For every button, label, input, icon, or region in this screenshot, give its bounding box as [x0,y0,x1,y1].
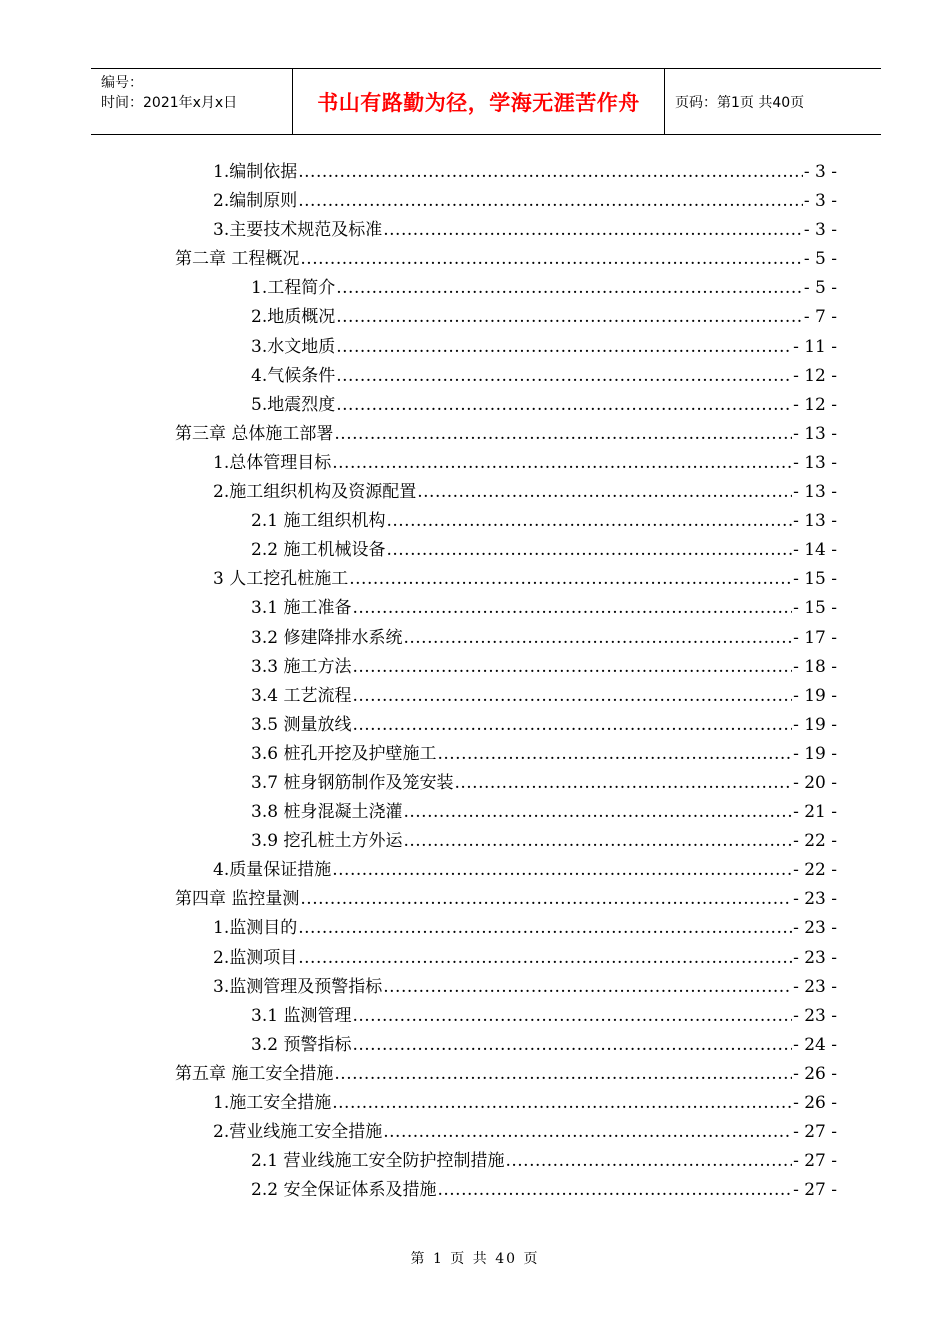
toc-entry-title: 1.施工安全措施 [213,1093,332,1113]
toc-entry-title: 2.监测项目 [213,947,298,968]
header-motto: 书山有路勤为径，学海无涯苦作舟 [292,69,665,134]
toc-entry-title: 2.2 安全保证体系及措施 [251,1180,437,1201]
toc-entry[interactable] [0,565,837,594]
toc-entry[interactable] [0,1147,837,1176]
toc-entry-title: 2.2 施工机械设备 [251,540,386,561]
toc-dot-leader [349,565,792,594]
toc-dot-leader [334,1060,792,1089]
toc-dot-leader [332,856,792,885]
toc-dot-leader [383,973,792,1002]
toc-entry-title: 3.9 挖孔桩土方外运 [251,831,403,852]
toc-dot-leader [403,798,792,827]
toc-dot-leader [403,624,792,653]
toc-entry-page: - 12 - [793,365,837,386]
toc-entry[interactable] [0,478,837,507]
toc-entry-title: 3 人工挖孔桩施工 [213,569,349,590]
toc-dot-leader [505,1147,792,1176]
toc-entry-page: - 23 - [793,1005,837,1026]
header-meta [91,69,292,134]
toc-entry-title: 2.营业线施工安全措施 [213,1122,383,1143]
toc-entry-title: 3.3 施工方法 [251,656,352,677]
toc-dot-leader [298,187,803,216]
toc-entry-page: - 26 - [793,1063,837,1084]
toc-entry-title: 3.2 修建降排水系统 [251,627,403,648]
footer-page-number: 第 1 页 共 40 页 [410,1251,540,1267]
toc-entry-page: - 15 - [793,598,837,619]
toc-dot-leader [300,245,802,274]
page-footer [0,1248,950,1268]
toc-entry-title: 2.1 施工组织机构 [251,511,386,532]
toc-entry-title: 3.2 预警指标 [251,1034,352,1055]
toc-entry-title: 3.1 施工准备 [251,598,352,619]
toc-entry[interactable] [0,682,837,711]
toc-entry-page: - 21 - [793,802,837,823]
toc-dot-leader [383,1118,792,1147]
toc-entry-page: - 19 - [793,714,837,735]
toc-dot-leader [403,827,792,856]
toc-entry[interactable] [0,769,837,798]
toc-entry-title: 第三章 总体施工部署 [175,423,334,444]
page-header [91,68,881,135]
toc-entry-title: 2.施工组织机构及资源配置 [213,482,417,503]
toc-entry-page: - 22 - [793,860,837,881]
header-number-label: 编号： [101,75,143,91]
toc-entry-title: 3.5 测量放线 [251,714,352,735]
toc-dot-leader [352,594,792,623]
toc-entry[interactable] [0,303,837,332]
toc-entry[interactable] [0,362,837,391]
toc-entry-page: - 13 - [793,452,837,473]
toc-dot-leader [352,1002,792,1031]
toc-entry-page: - 20 - [793,772,837,793]
toc-dot-leader [336,391,792,420]
toc-dot-leader [383,216,803,245]
toc-dot-leader [336,333,792,362]
toc-entry[interactable] [0,944,837,973]
toc-dot-leader [298,944,792,973]
toc-entry-title: 第四章 监控量测 [175,889,300,910]
toc-entry-page: - 27 - [793,1180,837,1201]
toc-dot-leader [332,449,792,478]
toc-entry[interactable] [0,711,837,740]
toc-dot-leader [336,303,803,332]
toc-entry-title: 1.工程简介 [251,278,336,299]
toc-entry-title: 1.监测目的 [213,918,298,939]
toc-entry[interactable] [0,391,837,420]
toc-entry-title: 3.1 监测管理 [251,1005,352,1026]
toc-entry[interactable] [0,594,837,623]
toc-entry[interactable] [0,1002,837,1031]
toc-entry[interactable] [0,449,837,478]
toc-entry-page: - 26 - [793,1093,837,1113]
toc-entry[interactable] [0,1060,837,1089]
toc-entry-page: - 7 - [803,307,837,328]
toc-entry[interactable] [0,914,837,943]
toc-entry[interactable] [0,216,837,245]
toc-entry[interactable] [0,973,837,1002]
toc-entry-title: 3.水文地质 [251,336,336,357]
toc-entry-page: - 24 - [793,1034,837,1055]
toc-entry-page: - 5 - [803,278,837,299]
toc-entry[interactable] [0,274,837,303]
toc-entry-page: - 23 - [793,947,837,968]
toc-entry-page: - 12 - [793,394,837,415]
toc-entry-title: 1.编制依据 [213,162,298,182]
toc-dot-leader [336,274,803,303]
toc-dot-leader [332,1089,792,1118]
toc-entry-page: - 27 - [793,1151,837,1172]
toc-entry-title: 3.7 桩身钢筋制作及笼安装 [251,772,454,793]
toc-entry-page: - 11 - [793,336,837,357]
toc-dot-leader [417,478,792,507]
toc-entry-page: - 19 - [793,743,837,764]
toc-entry-page: - 23 - [793,918,837,939]
toc-dot-leader [437,1176,792,1205]
toc-dot-leader [334,420,792,449]
toc-entry[interactable] [0,333,837,362]
toc-entry-page: - 3 - [803,191,837,212]
toc-entry-title: 1.总体管理目标 [213,452,332,473]
toc-entry-title: 3.主要技术规范及标准 [213,220,383,241]
toc-entry-title: 3.8 桩身混凝土浇灌 [251,802,403,823]
toc-entry-page: - 14 - [793,540,837,561]
toc-entry[interactable] [0,507,837,536]
toc-entry-page: - 22 - [793,831,837,852]
toc-entry-title: 第二章 工程概况 [175,249,300,270]
toc-dot-leader [352,711,792,740]
toc-entry[interactable] [0,158,837,187]
toc-entry-page: - 19 - [793,685,837,706]
toc-dot-leader [454,769,792,798]
toc-entry-page: - 3 - [803,220,837,241]
toc-dot-leader [352,1031,792,1060]
toc-entry-page: - 13 - [793,482,837,503]
toc-entry-page: - 18 - [793,656,837,677]
toc-entry[interactable] [0,536,837,565]
header-page-label: 页码：第1页 共40页 [675,94,805,111]
toc-entry[interactable] [0,245,837,274]
toc-entry[interactable] [0,798,837,827]
toc-entry[interactable] [0,653,837,682]
toc-entry-page: - 13 - [793,423,837,444]
toc-entry[interactable] [0,624,837,653]
toc-entry-page: - 23 - [793,976,837,997]
toc-dot-leader [336,362,792,391]
toc-entry[interactable] [0,856,837,885]
toc-entry-page: - 13 - [793,511,837,532]
toc-entry[interactable] [0,885,837,914]
toc-dot-leader [386,536,792,565]
toc-entry[interactable] [0,1031,837,1060]
toc-entry[interactable] [0,1089,837,1118]
toc-entry-title: 4.质量保证措施 [213,860,332,881]
toc-entry[interactable] [0,1176,837,1205]
toc-entry-title: 3.4 工艺流程 [251,685,352,706]
toc-dot-leader [352,682,792,711]
toc-dot-leader [352,653,792,682]
toc-entry-title: 2.编制原则 [213,191,298,212]
toc-entry-page: - 5 - [803,249,837,270]
toc-entry-title: 2.1 营业线施工安全防护控制措施 [251,1151,505,1172]
toc-dot-leader [437,740,792,769]
toc-entry[interactable] [0,1118,837,1147]
toc-entry[interactable] [0,420,837,449]
toc-entry-title: 4.气候条件 [251,365,336,386]
toc-dot-leader [300,885,792,914]
toc-dot-leader [298,158,803,187]
toc-entry-page: - 17 - [793,627,837,648]
toc-dot-leader [386,507,792,536]
toc-entry[interactable] [0,187,837,216]
toc-entry-page: - 27 - [793,1122,837,1143]
toc-entry-title: 第五章 施工安全措施 [175,1063,334,1084]
table-of-contents [0,158,950,1205]
toc-entry-title: 5.地震烈度 [251,394,336,415]
toc-entry-page: - 3 - [803,162,837,182]
header-time-label: 时间：2021年x月x日 [101,95,238,111]
toc-dot-leader [298,914,792,943]
toc-entry[interactable] [0,827,837,856]
toc-entry-title: 2.地质概况 [251,307,336,328]
toc-entry-title: 3.6 桩孔开挖及护壁施工 [251,743,437,764]
toc-entry-page: - 15 - [793,569,837,590]
toc-entry-page: - 23 - [793,889,837,910]
toc-entry-title: 3.监测管理及预警指标 [213,976,383,997]
toc-entry[interactable] [0,740,837,769]
